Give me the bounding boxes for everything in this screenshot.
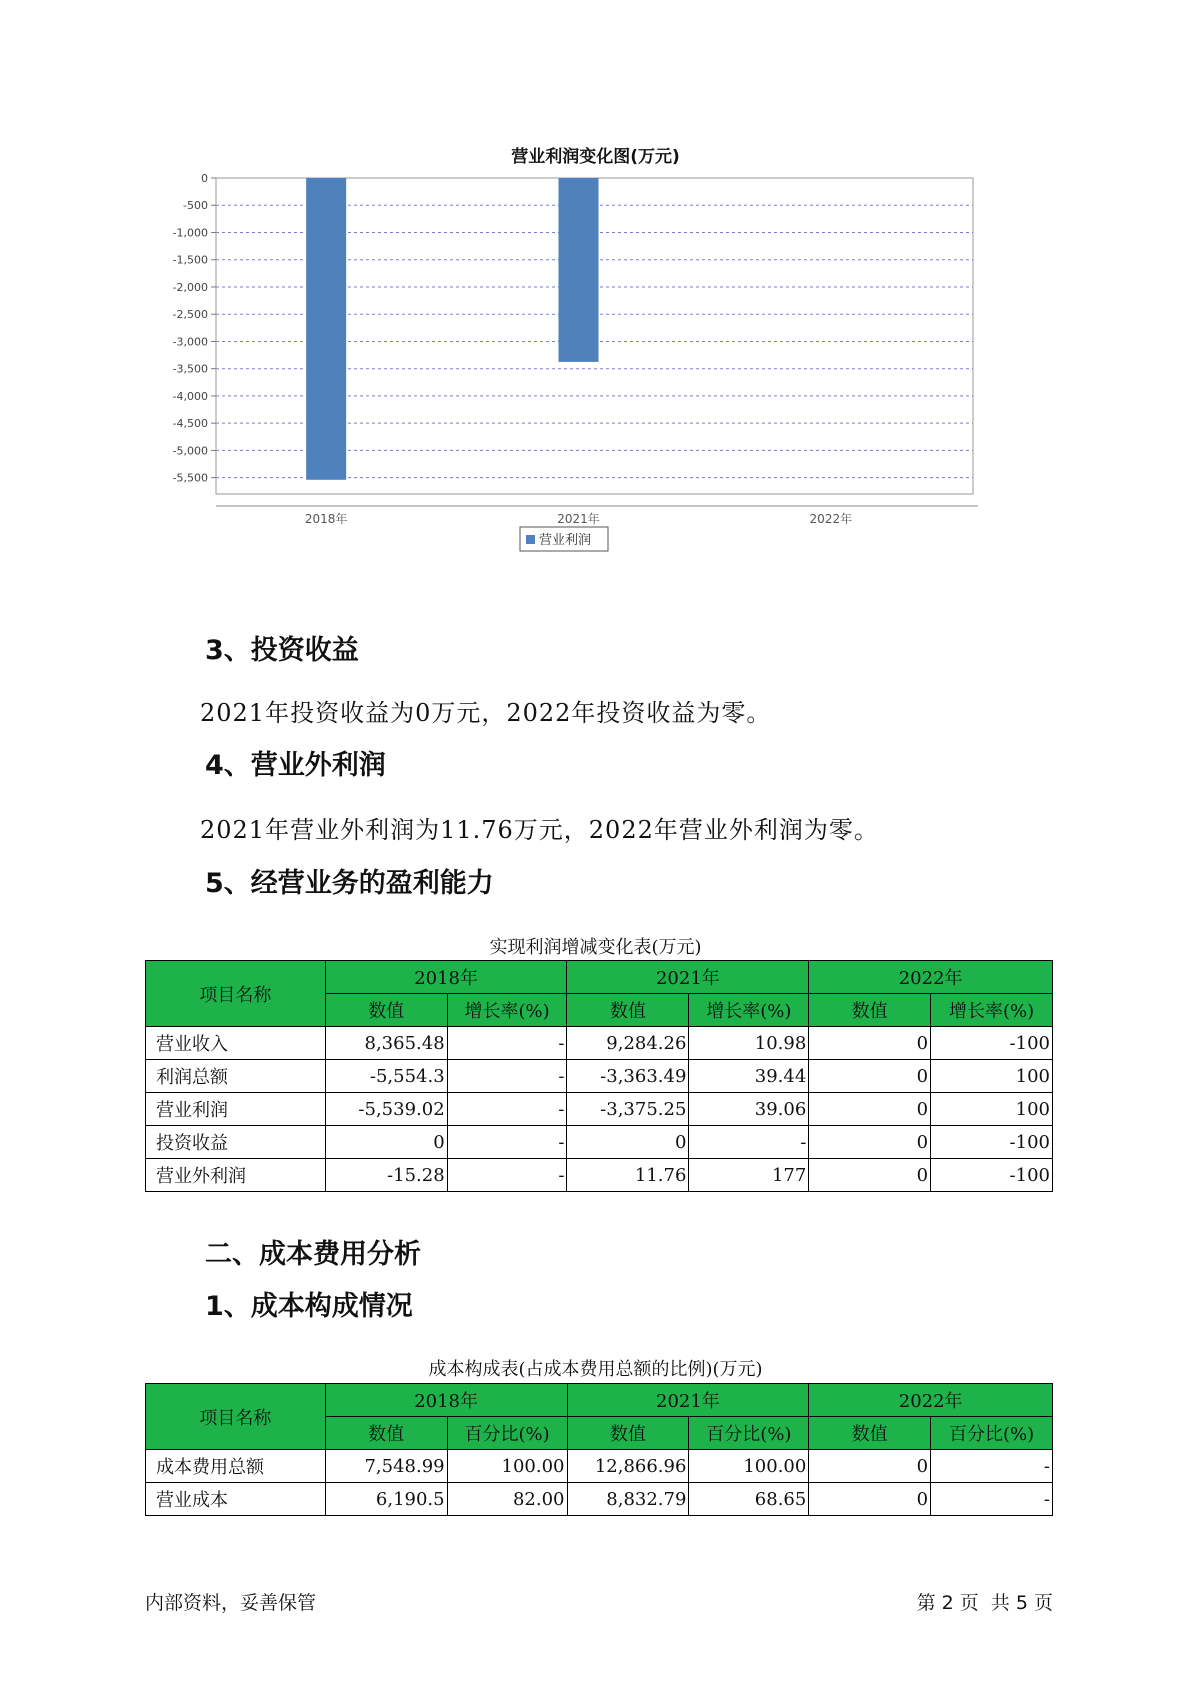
table-cell: - bbox=[447, 1027, 567, 1060]
table-cell: 8,832.79 bbox=[567, 1483, 689, 1516]
table-row bbox=[146, 1060, 1053, 1093]
table-cell: 100.00 bbox=[689, 1450, 809, 1483]
y-tick-label: -2,500 bbox=[172, 308, 208, 322]
row-label: 成本费用总额 bbox=[146, 1450, 326, 1483]
y-tick-label: -4,500 bbox=[172, 417, 208, 431]
table-cell: 0 bbox=[809, 1483, 931, 1516]
table-cell: 11.76 bbox=[567, 1159, 689, 1192]
table-cell: 6,190.5 bbox=[325, 1483, 447, 1516]
table-cell: - bbox=[447, 1126, 567, 1159]
x-tick-label: 2021年 bbox=[557, 512, 600, 526]
table-cell: 0 bbox=[809, 1126, 931, 1159]
section-heading-investment: 3、投资收益 bbox=[205, 635, 359, 666]
paragraph-investment: 2021年投资收益为0万元，2022年投资收益为零。 bbox=[200, 699, 772, 727]
table2-header-pct: 百分比(%) bbox=[689, 1417, 809, 1450]
table-cell: -3,363.49 bbox=[567, 1060, 689, 1093]
y-tick-label: -1,500 bbox=[172, 253, 208, 267]
table2-header-value: 数值 bbox=[809, 1417, 931, 1450]
section-heading-profitability: 5、经营业务的盈利能力 bbox=[205, 868, 494, 899]
chart-title: 营业利润变化图(万元) bbox=[511, 147, 680, 167]
table-cell: 12,866.96 bbox=[567, 1450, 689, 1483]
bar bbox=[559, 178, 599, 362]
table-cell: 0 bbox=[809, 1027, 931, 1060]
table-cell: 82.00 bbox=[447, 1483, 567, 1516]
table-cell: 68.65 bbox=[689, 1483, 809, 1516]
table1-header-value: 数值 bbox=[567, 994, 689, 1027]
table-cell: 0 bbox=[325, 1126, 447, 1159]
table-cell: 0 bbox=[809, 1450, 931, 1483]
table-cell: 39.06 bbox=[689, 1093, 809, 1126]
table1-header-year: 2021年 bbox=[567, 961, 809, 994]
row-label: 营业外利润 bbox=[146, 1159, 326, 1192]
table2-header-year: 2022年 bbox=[809, 1384, 1053, 1417]
y-tick-label: -500 bbox=[183, 199, 208, 213]
table-cell: 39.44 bbox=[689, 1060, 809, 1093]
y-tick-label: -5,500 bbox=[172, 471, 208, 485]
table2-header-value: 数值 bbox=[567, 1417, 689, 1450]
table-cell: - bbox=[447, 1159, 567, 1192]
table-cell: 100.00 bbox=[447, 1450, 567, 1483]
table2-header-pct: 百分比(%) bbox=[447, 1417, 567, 1450]
y-tick-label: -4,000 bbox=[172, 389, 208, 403]
table-cell: -100 bbox=[931, 1027, 1053, 1060]
row-label: 营业成本 bbox=[146, 1483, 326, 1516]
table-row bbox=[146, 1483, 1053, 1516]
row-label: 投资收益 bbox=[146, 1126, 326, 1159]
table-cell: 100 bbox=[931, 1093, 1053, 1126]
table1-header-year: 2018年 bbox=[325, 961, 567, 994]
table-cell: -100 bbox=[931, 1126, 1053, 1159]
y-tick-label: -3,000 bbox=[172, 335, 208, 349]
table-cell: - bbox=[931, 1450, 1053, 1483]
table-row bbox=[146, 1159, 1053, 1192]
footer-confidential: 内部资料，妥善保管 bbox=[145, 1592, 317, 1614]
table-cell: 177 bbox=[689, 1159, 809, 1192]
table-cell: 0 bbox=[809, 1159, 931, 1192]
table2-header-year: 2021年 bbox=[567, 1384, 809, 1417]
table-cell: - bbox=[689, 1126, 809, 1159]
bar bbox=[306, 178, 346, 480]
table-row bbox=[146, 1027, 1053, 1060]
table-cell: -100 bbox=[931, 1159, 1053, 1192]
table1-caption: 实现利润增减变化表(万元) bbox=[489, 937, 702, 958]
table-cell: - bbox=[447, 1060, 567, 1093]
y-tick-label: -5,000 bbox=[172, 444, 208, 458]
table-cell: - bbox=[931, 1483, 1053, 1516]
table1-header-rate: 增长率(%) bbox=[447, 994, 567, 1027]
table-cell: -5,554.3 bbox=[325, 1060, 447, 1093]
row-label: 利润总额 bbox=[146, 1060, 326, 1093]
part-heading-cost: 二、成本费用分析 bbox=[205, 1239, 421, 1270]
y-tick-label: -2,000 bbox=[172, 280, 208, 294]
table1-header-rate: 增长率(%) bbox=[931, 994, 1053, 1027]
row-label: 营业利润 bbox=[146, 1093, 326, 1126]
table-cell: -3,375.25 bbox=[567, 1093, 689, 1126]
table2-header-value: 数值 bbox=[325, 1417, 447, 1450]
y-tick-label: 0 bbox=[201, 172, 208, 185]
profit-change-table bbox=[145, 960, 1053, 1192]
x-tick-label: 2022年 bbox=[809, 512, 853, 526]
table-cell: 8,365.48 bbox=[325, 1027, 447, 1060]
table-row bbox=[146, 1126, 1053, 1159]
table-row bbox=[146, 1093, 1053, 1126]
section-heading-non-operating: 4、营业外利润 bbox=[205, 750, 386, 781]
table-cell: 0 bbox=[809, 1060, 931, 1093]
table2-header-year: 2018年 bbox=[325, 1384, 567, 1417]
legend-label: 营业利润 bbox=[539, 533, 592, 548]
paragraph-non-operating: 2021年营业外利润为11.76万元，2022年营业外利润为零。 bbox=[200, 816, 879, 844]
table-cell: 0 bbox=[809, 1093, 931, 1126]
table-cell: - bbox=[447, 1093, 567, 1126]
table1-header-value: 数值 bbox=[809, 994, 931, 1027]
table-cell: -5,539.02 bbox=[325, 1093, 447, 1126]
cost-structure-table bbox=[145, 1383, 1053, 1516]
footer-page-number: 第 2 页 共 5 页 bbox=[916, 1592, 1053, 1614]
table1-header-value: 数值 bbox=[325, 994, 447, 1027]
section-heading-cost-structure: 1、成本构成情况 bbox=[205, 1291, 413, 1322]
table2-header-name: 项目名称 bbox=[146, 1384, 326, 1450]
row-label: 营业收入 bbox=[146, 1027, 326, 1060]
y-tick-label: -3,500 bbox=[172, 362, 208, 376]
table-cell: 9,284.26 bbox=[567, 1027, 689, 1060]
table-cell: 0 bbox=[567, 1126, 689, 1159]
table-cell: -15.28 bbox=[325, 1159, 447, 1192]
y-tick-label: -1,000 bbox=[172, 226, 208, 240]
table-cell: 7,548.99 bbox=[325, 1450, 447, 1483]
table1-header-year: 2022年 bbox=[809, 961, 1053, 994]
table2-header-pct: 百分比(%) bbox=[931, 1417, 1053, 1450]
table1-header-name: 项目名称 bbox=[146, 961, 326, 1027]
table-cell: 10.98 bbox=[689, 1027, 809, 1060]
legend-swatch bbox=[526, 535, 535, 544]
table-cell: 100 bbox=[931, 1060, 1053, 1093]
table2-caption: 成本构成表(占成本费用总额的比例)(万元) bbox=[428, 1359, 763, 1380]
x-tick-label: 2018年 bbox=[304, 512, 348, 526]
bar-chart bbox=[0, 0, 1191, 600]
table-row bbox=[146, 1450, 1053, 1483]
table1-header-rate: 增长率(%) bbox=[689, 994, 809, 1027]
